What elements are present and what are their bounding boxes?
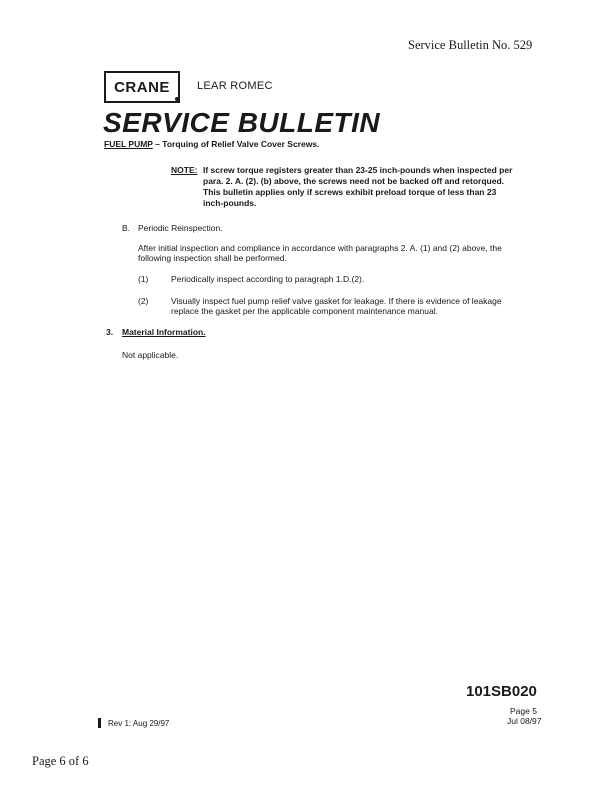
page-title: SERVICE BULLETIN xyxy=(103,107,381,138)
item-number: (1) xyxy=(138,274,149,284)
section-3-text: Not applicable. xyxy=(122,350,179,360)
crane-logo xyxy=(104,71,180,103)
item-text: Periodically inspect according to paragraph 1.D.(2). xyxy=(171,274,365,284)
note-line: para. 2. A. (2). (b) above, the screws need not be backed off and retorqued. xyxy=(203,176,505,186)
item-number: (2) xyxy=(138,296,149,306)
bulletin-number-label: Service Bulletin No. 529 xyxy=(408,38,533,52)
revision-bar-icon xyxy=(98,718,101,728)
page-count: Page 6 of 6 xyxy=(32,754,89,768)
subject-description: – Torquing of Relief Valve Cover Screws. xyxy=(152,139,320,149)
issue-date: Jul 08/97 xyxy=(507,716,542,726)
item-text: replace the gasket per the applicable component maintenance manual. xyxy=(171,306,438,316)
note-line: This bulletin applies only if screws exhibit preload torque of less than 23 xyxy=(203,187,497,197)
section-b-label: B. xyxy=(122,223,131,233)
logo-text: CRANE xyxy=(114,78,170,96)
section-3-title: Material Information. xyxy=(122,327,206,337)
subject-component: FUEL PUMP xyxy=(104,139,153,149)
section-b-title: Periodic Reinspection. xyxy=(138,223,223,233)
section-3-number: 3. xyxy=(106,327,114,337)
item-text: Visually inspect fuel pump relief valve gasket for leakage. If there is evidence of leakage xyxy=(171,296,502,306)
section-b-intro-line: following inspection shall be performed. xyxy=(138,253,287,263)
note-line: inch-pounds. xyxy=(203,198,257,208)
note-label: NOTE: xyxy=(171,165,198,175)
section-b-intro-line: After initial inspection and compliance in accordance with paragraphs 2. A. (1) and (2) above, the xyxy=(138,243,502,253)
company-name: LEAR ROMEC xyxy=(197,80,273,92)
page-reference: Page 5 xyxy=(510,706,537,716)
subject-line xyxy=(104,139,319,149)
note-line: If screw torque registers greater than 23-25 inch-pounds when inspected per xyxy=(203,165,513,175)
revision-label: Rev 1: Aug 29/97 xyxy=(108,719,170,728)
registered-mark-icon xyxy=(175,97,179,101)
document-number: 101SB020 xyxy=(466,683,537,700)
